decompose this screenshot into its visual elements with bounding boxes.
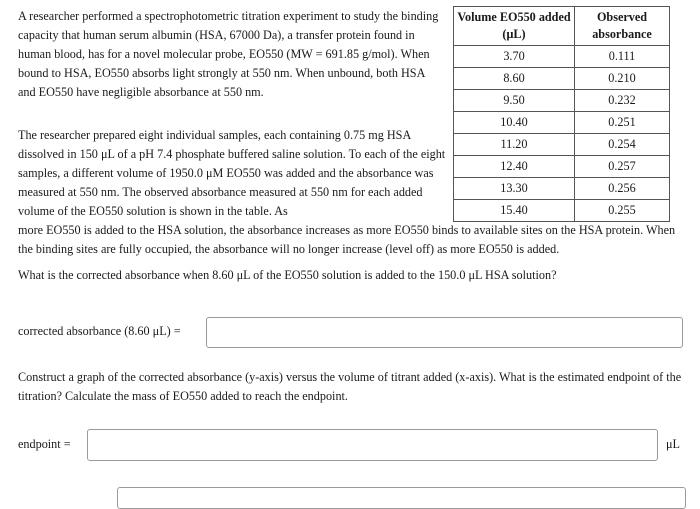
table-header-row	[454, 7, 670, 46]
intro-paragraph: A researcher performed a spectrophotometric titration experiment to study the binding capacity that human serum albumin (HSA, 67000 Da), a transfer protein found in human blood, has for a novel molecular probe, EO550 (MW = 691.85 g/mol). When bound to HSA, EO550 absorbs light strongly at 550 nm. When unbound, both HSA and EO550 have negligible absorbance at 550 nm.	[18, 9, 439, 99]
volume-cell: 8.60	[454, 68, 575, 90]
absorbance-cell: 0.255	[575, 200, 670, 222]
volume-cell: 12.40	[454, 156, 575, 178]
endpoint-unit: μL	[666, 437, 680, 451]
absorbance-cell: 0.257	[575, 156, 670, 178]
column-header-absorbance: Observed absorbance	[575, 7, 670, 46]
procedure-paragraph: The researcher prepared eight individual samples, each containing 0.75 mg HSA dissolved in 150 μL of a pH 7.4 phosphate buffered saline solution. To each of the eight samples, a different volume of 1950.0 μM EO550 was added and the absorbance was measured at 550 nm. The observed absorbance measured at 550 nm for each added volume of the EO550 solution is shown in the table. As	[18, 128, 446, 218]
corrected-absorbance-input[interactable]	[206, 317, 683, 348]
mass-input[interactable]	[117, 487, 686, 509]
endpoint-input[interactable]	[87, 429, 658, 461]
table-row	[454, 90, 670, 112]
table-row	[454, 200, 670, 222]
volume-cell: 10.40	[454, 112, 575, 134]
question-text: What is the corrected absorbance when 8.60 μL of the EO550 solution is added to the 150.0 μL HSA solution?	[18, 268, 557, 282]
absorbance-cell: 0.111	[575, 46, 670, 68]
volume-cell: 11.20	[454, 134, 575, 156]
table-row	[454, 134, 670, 156]
volume-cell: 3.70	[454, 46, 575, 68]
absorbance-cell: 0.232	[575, 90, 670, 112]
volume-cell: 13.30	[454, 178, 575, 200]
table-row	[454, 46, 670, 68]
volume-cell: 9.50	[454, 90, 575, 112]
question-2-text: Construct a graph of the corrected absorbance (y-axis) versus the volume of titrant added (x-axis). What is the estimated endpoint of the titration? Calculate the mass of EO550 added to reach the endpoint.	[18, 370, 682, 403]
table-row	[454, 68, 670, 90]
endpoint-label: endpoint =	[18, 437, 71, 451]
absorbance-cell: 0.210	[575, 68, 670, 90]
procedure-paragraph-continued: more EO550 is added to the HSA solution, the absorbance increases as more EO550 binds to available sites on the HSA protein. When the binding sites are fully occupied, the absorbance will no longer increase (level off) as more EO550 is added.	[18, 223, 676, 256]
volume-cell: 15.40	[454, 200, 575, 222]
table-row	[454, 156, 670, 178]
absorbance-cell: 0.251	[575, 112, 670, 134]
corrected-absorbance-label: corrected absorbance (8.60 μL) =	[18, 324, 181, 338]
table-row	[454, 112, 670, 134]
data-table	[453, 6, 670, 222]
table-row	[454, 178, 670, 200]
absorbance-cell: 0.254	[575, 134, 670, 156]
absorbance-cell: 0.256	[575, 178, 670, 200]
column-header-volume: Volume EO550 added (μL)	[454, 7, 575, 46]
